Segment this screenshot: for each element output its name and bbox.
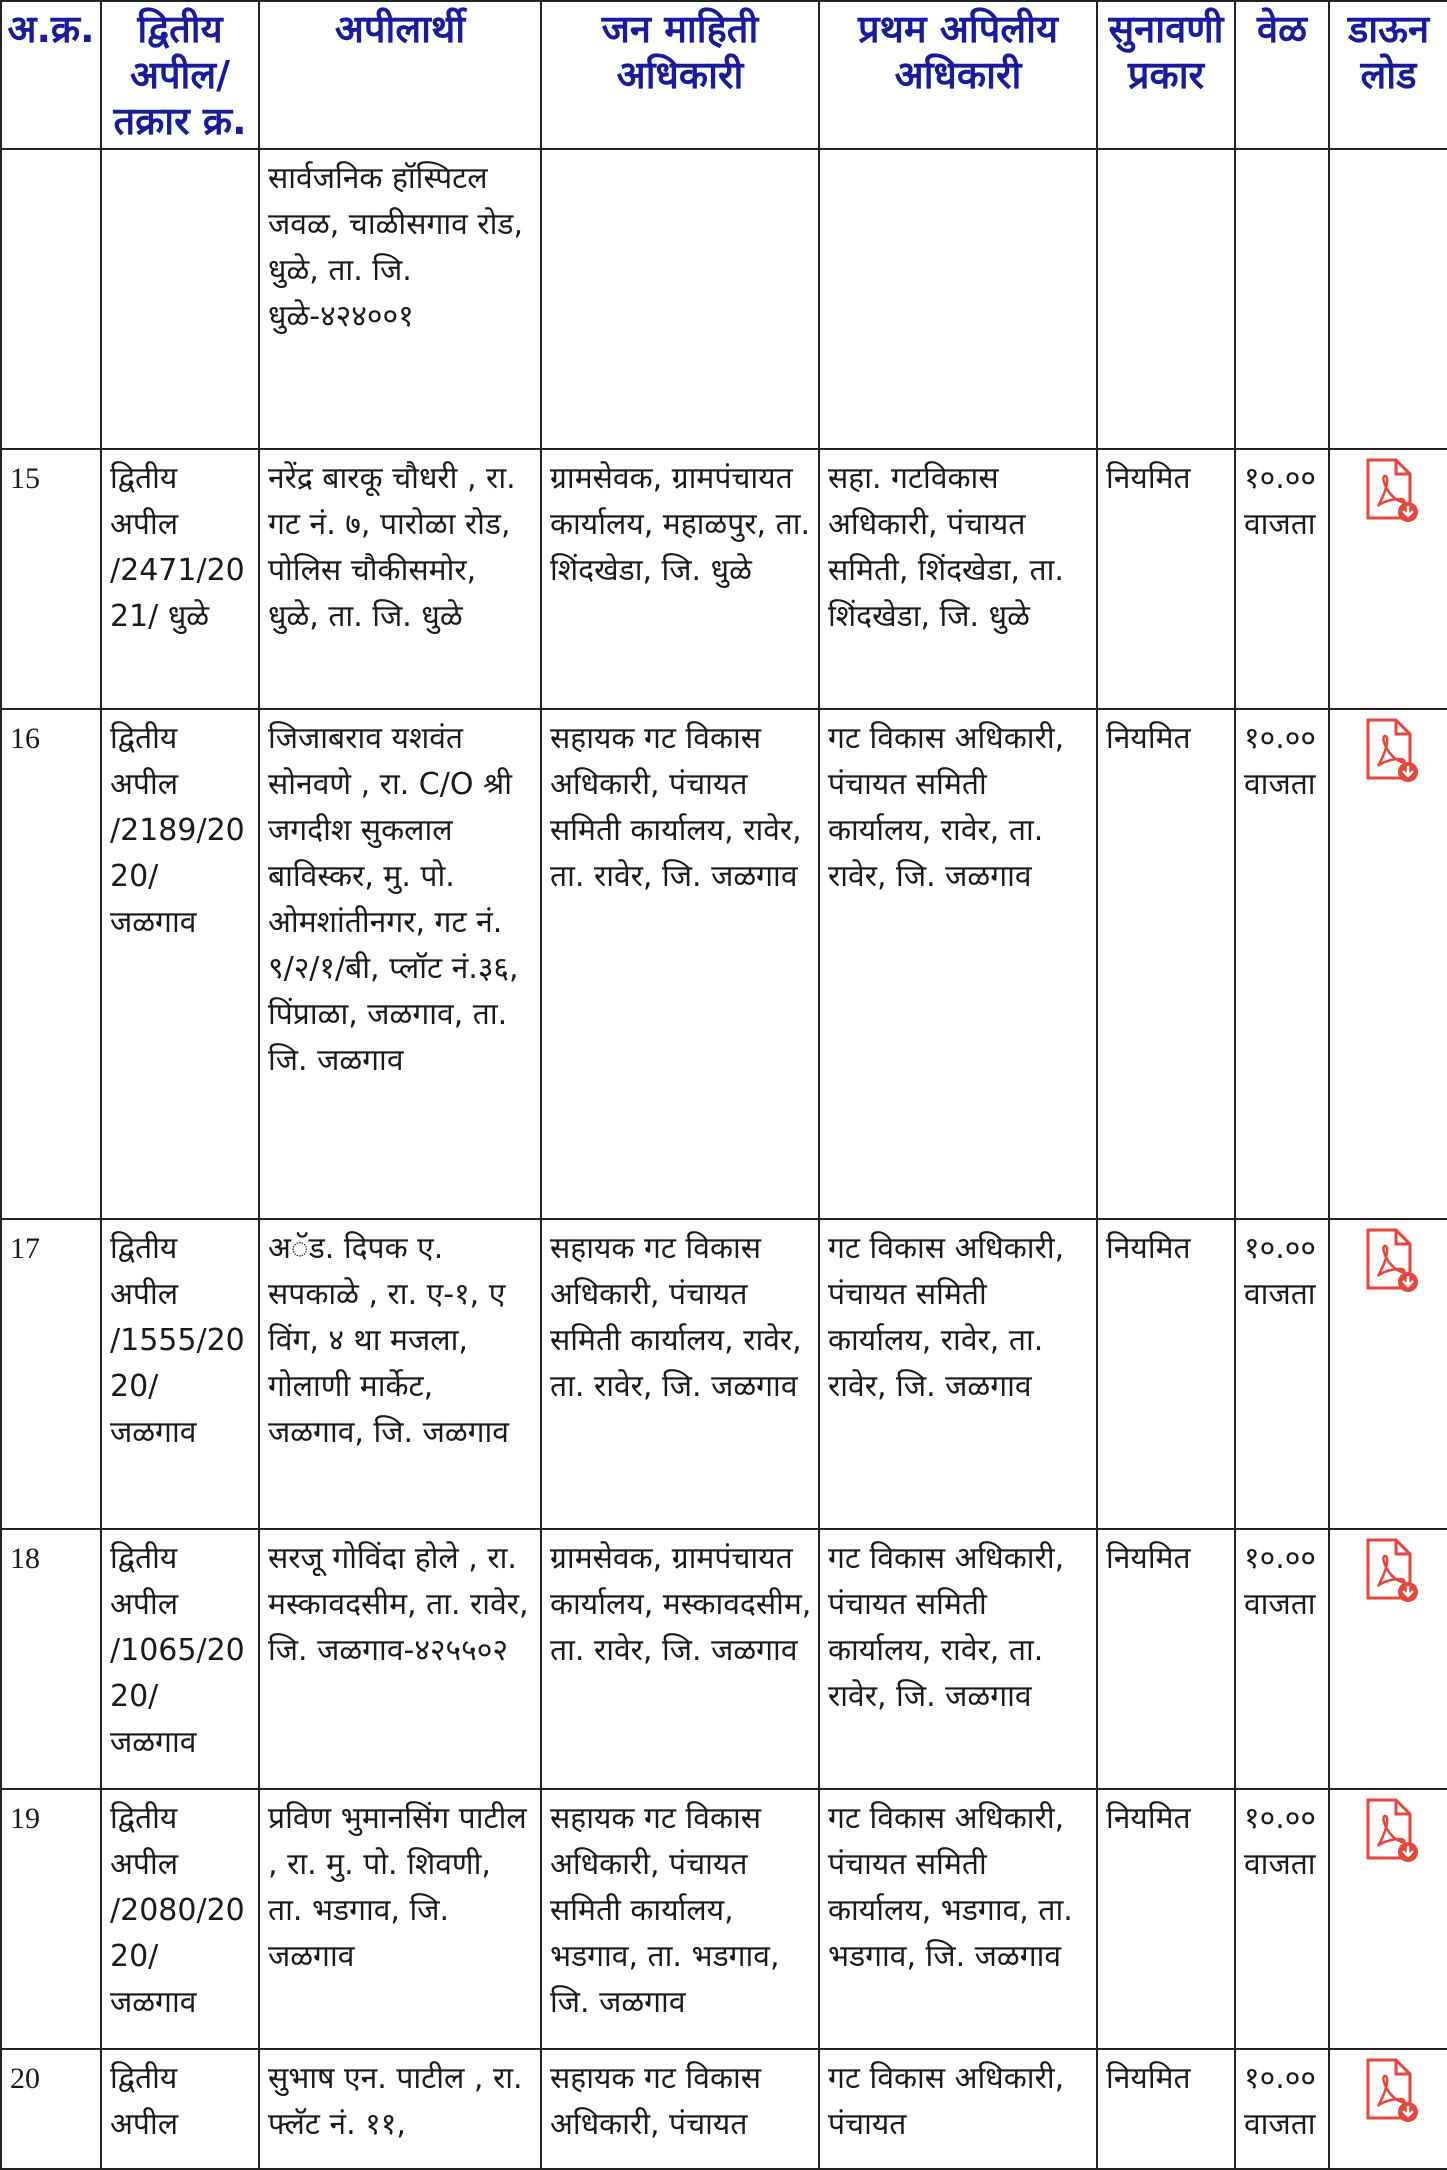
faa-cell: सहा. गटविकास अधिकारी, पंचायत समिती, शिंदखेडा, ता. शिंदखेडा, जि. धुळे xyxy=(819,449,1097,709)
sr-cell: 19 xyxy=(1,1789,101,2049)
appellant-cell: सार्वजनिक हॉस्पिटल जवळ, चाळीसगाव रोड, धुळे, ता. जि. धुळे-४२४००१ xyxy=(259,149,541,449)
type-cell: नियमित xyxy=(1097,1219,1235,1529)
pio-cell: सहायक गट विकास अधिकारी, पंचायत समिती कार्यालय, रावेर, ता. रावेर, जि. जळगाव xyxy=(541,1219,819,1529)
appellant-cell: जिजाबराव यशवंत सोनवणे , रा. C/O श्री जगदीश सुकलाल बाविस्कर, मु. पो. ओमशांतीनगर, गट नं. ९/२/१/बी, प्लॉट नं.३६, पिंप्राळा, जळगाव, ता. जि. जळगाव xyxy=(259,709,541,1219)
header-row xyxy=(1,1,1447,149)
sr-cell: 20 xyxy=(1,2049,101,2169)
pdf-download-icon[interactable] xyxy=(1358,456,1422,524)
type-cell: नियमित xyxy=(1097,709,1235,1219)
type-cell: नियमित xyxy=(1097,449,1235,709)
header-first-appellate-officer: प्रथम अपिलीय अधिकारी xyxy=(819,1,1097,149)
pio-cell: सहायक गट विकास अधिकारी, पंचायत समिती कार्यालय, रावेर, ता. रावेर, जि. जळगाव xyxy=(541,709,819,1219)
time-cell: १०.०० वाजता xyxy=(1235,1789,1329,2049)
download-cell xyxy=(1329,1529,1447,1789)
sr-cell: 15 xyxy=(1,449,101,709)
faa-cell xyxy=(819,149,1097,449)
pdf-download-icon[interactable] xyxy=(1358,2056,1422,2124)
faa-cell: गट विकास अधिकारी, पंचायत समिती कार्यालय, रावेर, ता. रावेर, जि. जळगाव xyxy=(819,1219,1097,1529)
pio-cell xyxy=(541,149,819,449)
table-row xyxy=(1,449,1447,709)
download-cell xyxy=(1329,1219,1447,1529)
header-appeal-no: द्वितीय अपील/ तक्रार क्र. xyxy=(101,1,259,149)
appeal-cell: द्वितीय अपील /2080/2020/ जळगाव xyxy=(101,1789,259,2049)
pio-cell: ग्रामसेवक, ग्रामपंचायत कार्यालय, मस्कावदसीम, ता. रावेर, जि. जळगाव xyxy=(541,1529,819,1789)
faa-cell: गट विकास अधिकारी, पंचायत समिती कार्यालय, भडगाव, ता. भडगाव, जि. जळगाव xyxy=(819,1789,1097,2049)
header-hearing-type: सुनावणी प्रकार xyxy=(1097,1,1235,149)
sr-cell: 17 xyxy=(1,1219,101,1529)
pdf-download-icon[interactable] xyxy=(1358,1536,1422,1604)
pio-cell: सहायक गट विकास अधिकारी, पंचायत समिती कार्यालय, भडगाव, ता. भडगाव, जि. जळगाव xyxy=(541,1789,819,2049)
appellant-cell: सुभाष एन. पाटील , रा. फ्लॅट नं. ११, xyxy=(259,2049,541,2169)
header-time: वेळ xyxy=(1235,1,1329,149)
type-cell: नियमित xyxy=(1097,1789,1235,2049)
table-row xyxy=(1,709,1447,1219)
download-cell xyxy=(1329,449,1447,709)
pdf-download-icon[interactable] xyxy=(1358,1226,1422,1294)
download-cell xyxy=(1329,1789,1447,2049)
sr-cell xyxy=(1,149,101,449)
type-cell: नियमित xyxy=(1097,1529,1235,1789)
appellant-cell: अॅड. दिपक ए. सपकाळे , रा. ए-१, ए विंग, ४ था मजला, गोलाणी मार्केट, जळगाव, जि. जळगाव xyxy=(259,1219,541,1529)
faa-cell: गट विकास अधिकारी, पंचायत समिती कार्यालय, रावेर, ता. रावेर, जि. जळगाव xyxy=(819,709,1097,1219)
time-cell: १०.०० वाजता xyxy=(1235,1529,1329,1789)
appeal-cell xyxy=(101,149,259,449)
pdf-download-icon[interactable] xyxy=(1358,1796,1422,1864)
table-row xyxy=(1,1529,1447,1789)
appeal-cell: द्वितीय अपील /1065/2020/ जळगाव xyxy=(101,1529,259,1789)
time-cell: १०.०० वाजता xyxy=(1235,1219,1329,1529)
pio-cell: सहायक गट विकास अधिकारी, पंचायत xyxy=(541,2049,819,2169)
faa-cell: गट विकास अधिकारी, पंचायत xyxy=(819,2049,1097,2169)
appellant-cell: नरेंद्र बारकू चौधरी , रा. गट नं. ७, पारोळा रोड, पोलिस चौकीसमोर, धुळे, ता. जि. धुळे xyxy=(259,449,541,709)
pdf-download-icon[interactable] xyxy=(1358,716,1422,784)
time-cell: १०.०० वाजता xyxy=(1235,2049,1329,2169)
time-cell xyxy=(1235,149,1329,449)
type-cell xyxy=(1097,149,1235,449)
pio-cell: ग्रामसेवक, ग्रामपंचायत कार्यालय, महाळपुर, ता. शिंदखेडा, जि. धुळे xyxy=(541,449,819,709)
sr-cell: 18 xyxy=(1,1529,101,1789)
header-public-info-officer: जन माहिती अधिकारी xyxy=(541,1,819,149)
table-row-continued xyxy=(1,149,1447,449)
download-cell xyxy=(1329,2049,1447,2169)
table-row xyxy=(1,1789,1447,2049)
table-row xyxy=(1,1219,1447,1529)
header-download: डाऊन लोड xyxy=(1329,1,1447,149)
type-cell: नियमित xyxy=(1097,2049,1235,2169)
appeal-cell: द्वितीय अपील /1555/2020/ जळगाव xyxy=(101,1219,259,1529)
table-row xyxy=(1,2049,1447,2169)
header-sr-no: अ.क्र. xyxy=(1,1,101,149)
sr-cell: 16 xyxy=(1,709,101,1219)
appellant-cell: प्रविण भुमानसिंग पाटील , रा. मु. पो. शिवणी, ता. भडगाव, जि. जळगाव xyxy=(259,1789,541,2049)
download-cell xyxy=(1329,149,1447,449)
appellant-cell: सरजू गोविंदा होले , रा. मस्कावदसीम, ता. रावेर, जि. जळगाव-४२५५०२ xyxy=(259,1529,541,1789)
time-cell: १०.०० वाजता xyxy=(1235,449,1329,709)
appeal-cell: द्वितीय अपील /2471/2021/ धुळे xyxy=(101,449,259,709)
appeal-cell: द्वितीय अपील /2189/2020/ जळगाव xyxy=(101,709,259,1219)
header-appellant: अपीलार्थी xyxy=(259,1,541,149)
faa-cell: गट विकास अधिकारी, पंचायत समिती कार्यालय, रावेर, ता. रावेर, जि. जळगाव xyxy=(819,1529,1097,1789)
appeal-cell: द्वितीय अपील xyxy=(101,2049,259,2169)
download-cell xyxy=(1329,709,1447,1219)
time-cell: १०.०० वाजता xyxy=(1235,709,1329,1219)
